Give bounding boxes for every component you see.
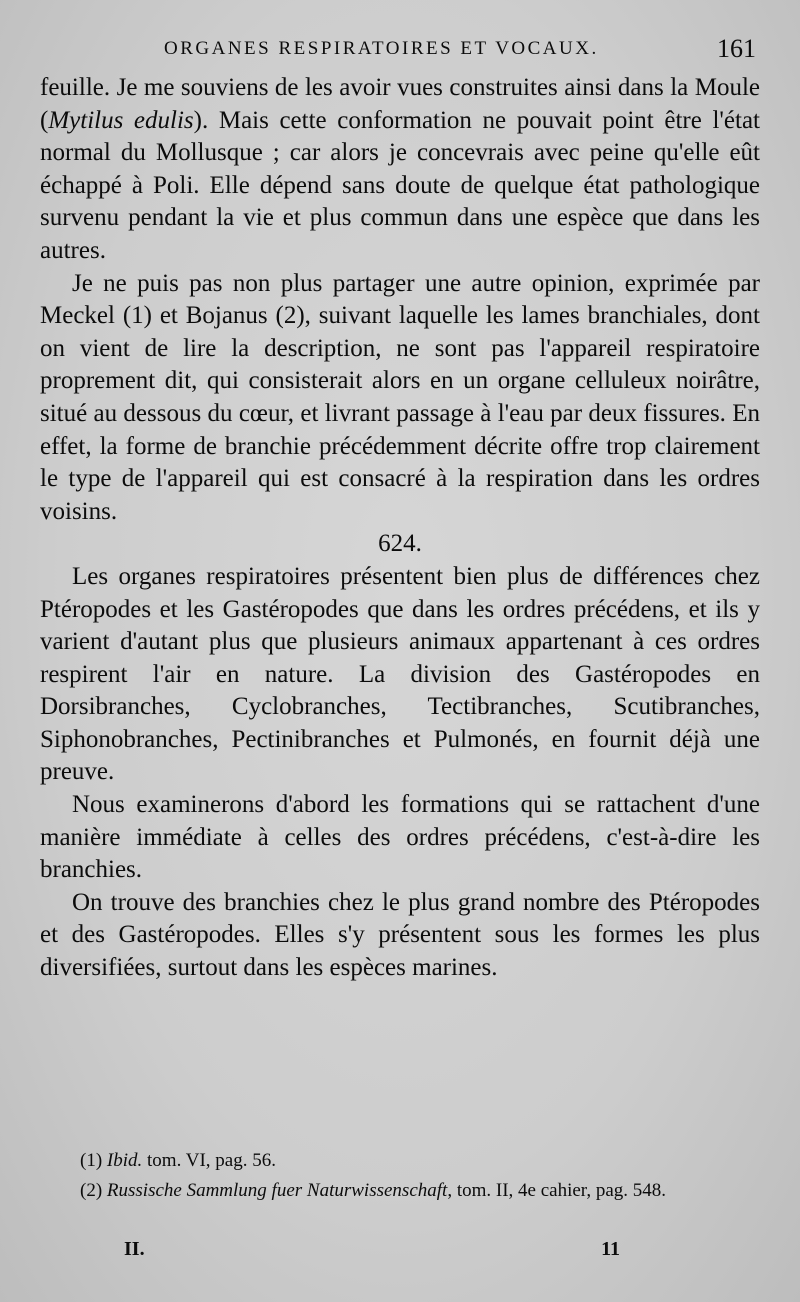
footnote-2-text: , tom. II, 4e cahier, pag. 548. xyxy=(447,1180,667,1201)
species-name: Mytilus edulis xyxy=(48,106,194,134)
paragraph-1-start: feuille. Je me souviens de les avoir vues construites ainsi dans la Moule ( xyxy=(40,74,760,134)
paragraph-1 xyxy=(40,72,760,268)
footnote-2-marker: (2) xyxy=(80,1180,107,1201)
volume-signature: II. xyxy=(124,1238,145,1260)
footnote-1-text: tom. VI, pag. 56. xyxy=(142,1150,276,1171)
footnotes xyxy=(40,1146,760,1206)
paragraph-4: Nous examinerons d'abord les formations qui se rattachent d'une manière immédiate à celles des ordres précédens, c'est-à-dire les branchies. xyxy=(40,791,760,884)
footnote-2-ref: Russische Sammlung fuer Naturwissenschaft xyxy=(106,1180,448,1201)
footnote-1-ref: Ibid. xyxy=(106,1150,143,1171)
page-header xyxy=(40,34,760,68)
gathering-signature: 11 xyxy=(601,1238,620,1260)
paragraph-1-end: ). Mais cette conformation ne pouvait point être l'état normal du Mollusque ; car alors je concevrais avec peine qu'elle eût échappé à Poli. Elle dépend sans doute de quelque état pathologique survenu pendant la vie et plus commun dans une espèce que dans les autres. xyxy=(40,106,760,264)
body-text xyxy=(40,72,760,985)
page-footer xyxy=(40,1238,760,1268)
footnote-2 xyxy=(40,1176,760,1206)
footnote-1 xyxy=(40,1146,760,1176)
running-title: ORGANES RESPIRATOIRES ET VOCAUX. xyxy=(164,38,599,59)
paragraph-5: On trouve des branchies chez le plus grand nombre des Ptéropodes et des Gastéropodes. Elles s'y présentent sous les formes les plus diversifiées, surtout dans les espèces marines. xyxy=(40,888,760,982)
page-number: 161 xyxy=(717,34,756,63)
paragraph-2: Je ne puis pas non plus partager une autre opinion, exprimée par Meckel (1) et Bojanus (2), suivant laquelle les lames branchiales, dont on vient de lire la description, ne sont pas l'appareil respiratoire proprement dit, qui consisterait alors en un organe celluleux noirâtre, situé au dessous du cœur, et livrant passage à l'eau par deux fissures. En effet, la forme de branchie précédemment décrite offre trop clairement le type de l'appareil qui est consacré à la respiration dans les ordres voisins. xyxy=(40,269,760,525)
section-number: 624. xyxy=(378,530,422,558)
paragraph-3: Les organes respiratoires présentent bien plus de différences chez Ptéropodes et les Gastéropodes que dans les ordres précédens, et ils y varient d'autant plus que plusieurs animaux appartenant à ces ordres respirent l'air en nature. La division des Gastéropodes en Dorsibranches, Cyclobranches, Tectibranches, Scutibranches, Siphonobranches, Pectinibranches et Pulmonés, en fournit déjà une preuve. xyxy=(40,562,760,786)
footnote-1-marker: (1) xyxy=(80,1150,107,1171)
